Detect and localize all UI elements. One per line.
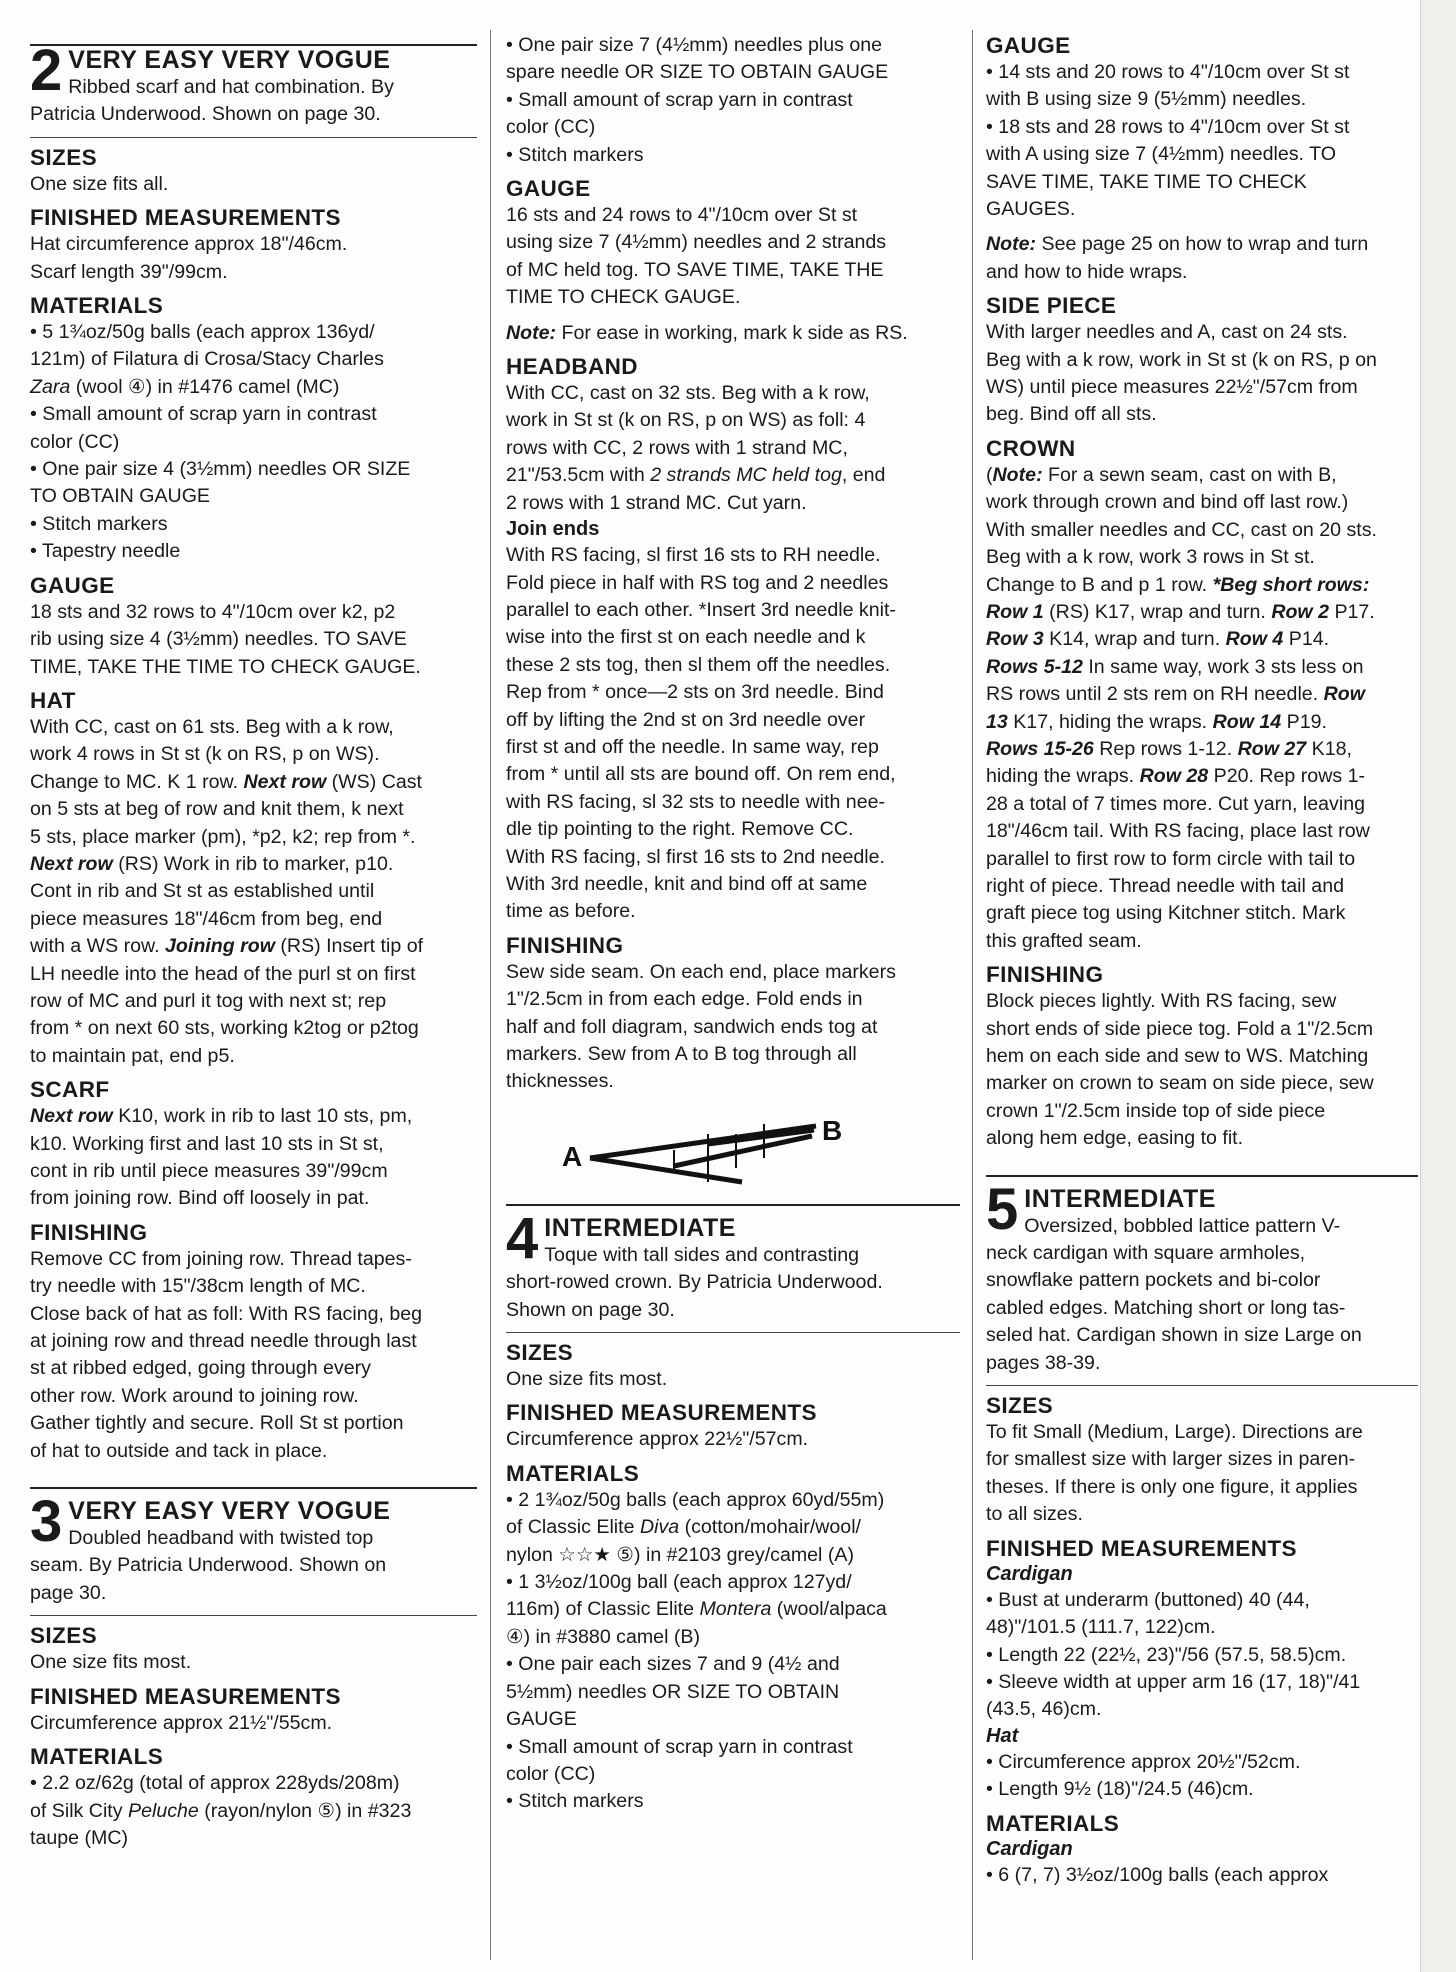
- body-line: [30, 851, 477, 878]
- body-line: One size fits all.: [30, 172, 169, 195]
- body-line: • 2 1¾oz/50g balls (each approx 60yd/55m): [506, 1488, 885, 1511]
- body-line: [986, 599, 1418, 626]
- pattern-4-header: [506, 1204, 960, 1324]
- body-line: [506, 462, 960, 489]
- body-line: right of piece. Thread needle with tail and: [986, 874, 1344, 897]
- yarn-name: Zara: [30, 375, 71, 398]
- body-line: marker on crown to seam on side piece, sew: [986, 1072, 1374, 1095]
- text-run: Rep rows 1-12.: [1093, 737, 1238, 760]
- body-line: With CC, cast on 61 sts. Beg with a k row,: [30, 715, 394, 738]
- body-line: 2 rows with 1 strand MC. Cut yarn.: [506, 491, 807, 514]
- body-line: from * until all sts are bound off. On rem end,: [506, 763, 896, 786]
- body-line: these 2 sts tog, then sl them off the needles.: [506, 653, 891, 676]
- page-gutter-edge: [1420, 0, 1456, 1972]
- section-heading: FINISHED MEASUREMENTS: [30, 205, 341, 231]
- section-heading: SIZES: [30, 1623, 98, 1649]
- divider: [506, 1332, 960, 1333]
- body-line: TIME, TAKE THE TIME TO CHECK GAUGE.: [30, 655, 421, 678]
- section-heading: GAUGE: [986, 33, 1071, 58]
- body-line: 48)"/101.5 (111.7, 122)cm.: [986, 1616, 1216, 1639]
- text-run: 116m) of Classic Elite: [506, 1598, 700, 1621]
- pattern-intro-line: seam. By Patricia Underwood. Shown on: [30, 1554, 387, 1577]
- body-line: • Stitch markers: [506, 143, 644, 166]
- pattern-intro-line: short-rowed crown. By Patricia Underwood.: [506, 1271, 883, 1294]
- body-line: • Small amount of scrap yarn in contrast: [506, 1735, 853, 1758]
- body-line: taupe (MC): [30, 1826, 128, 1849]
- text-run: For ease in working, mark k side as RS.: [556, 321, 908, 344]
- text-run: (rayon/nylon ⑤) in #323: [198, 1799, 412, 1822]
- text-run: (RS) Insert tip of: [274, 935, 424, 958]
- text-run: P14.: [1283, 628, 1330, 651]
- body-line: Circumference approx 22½"/57cm.: [506, 1428, 809, 1451]
- section-heading: SIZES: [30, 144, 98, 170]
- text-run: (wool ④) in #1476 camel (MC): [70, 375, 340, 398]
- body-line: Sew side seam. On each end, place markers: [506, 960, 896, 983]
- body-line: • Tapestry needle: [30, 540, 181, 563]
- pattern-level: INTERMEDIATE: [544, 1213, 736, 1242]
- row-label: Row 4: [1225, 628, 1284, 651]
- text-run: P19.: [1281, 710, 1327, 733]
- body-line: Fold piece in half with RS tog and 2 needles: [506, 571, 889, 594]
- row-label: Row 2: [1271, 600, 1330, 623]
- body-line: 16 sts and 24 rows to 4"/10cm over St st: [506, 204, 858, 227]
- diagram-line: [590, 1158, 742, 1182]
- row-label: Row 1: [986, 600, 1044, 623]
- divider: [986, 1385, 1418, 1386]
- text-run: For a sewn seam, cast on with B,: [1042, 463, 1337, 486]
- body-line: time as before.: [506, 900, 636, 923]
- body-line: • 2.2 oz/62g (total of approx 228yds/208m): [30, 1772, 400, 1795]
- body-line: [986, 572, 1418, 599]
- body-line: cont in rib until piece measures 39"/99cm: [30, 1160, 388, 1182]
- body-line: With 3rd needle, knit and bind off at same: [506, 872, 868, 895]
- pattern-level: INTERMEDIATE: [1024, 1184, 1216, 1213]
- body-line: work in St st (k on RS, p on WS) as foll: 4: [506, 409, 866, 432]
- body-line: • Small amount of scrap yarn in contrast: [30, 403, 377, 426]
- body-line: on 5 sts at beg of row and knit them, k next: [30, 798, 404, 821]
- text-run: (: [986, 463, 993, 486]
- body-line: graft piece tog using Kitchner stitch. Mark: [986, 902, 1346, 925]
- body-line: with B using size 9 (5½mm) needles.: [986, 88, 1307, 111]
- pattern-intro-line: Oversized, bobbled lattice pattern V-: [1024, 1214, 1341, 1237]
- divider: [30, 137, 477, 138]
- pattern-intro-line: page 30.: [30, 1581, 107, 1604]
- body-line: GAUGE: [506, 1708, 577, 1731]
- subheading: Join ends: [506, 518, 600, 541]
- body-line: Beg with a k row, work in St st (k on RS, p on: [986, 348, 1377, 371]
- body-line: TO OBTAIN GAUGE: [30, 485, 210, 508]
- diagram-label-a: A: [562, 1140, 583, 1172]
- body-line: dle tip pointing to the right. Remove CC.: [506, 818, 854, 841]
- body-line: • Bust at underarm (buttoned) 40 (44,: [986, 1588, 1310, 1611]
- note-label: Note:: [986, 233, 1037, 256]
- row-label: Row 27: [1237, 737, 1307, 760]
- body-line: • 1 3½oz/100g ball (each approx 127yd/: [506, 1571, 852, 1594]
- pattern-number: 2: [30, 38, 63, 103]
- body-line: Gather tightly and secure. Roll St st portion: [30, 1412, 404, 1435]
- yarn-name: Peluche: [128, 1799, 199, 1822]
- body-line: with RS facing, sl 32 sts to needle with nee-: [506, 790, 886, 813]
- body-line: • 6 (7, 7) 3½oz/100g balls (each approx: [986, 1863, 1329, 1886]
- section-heading: FINISHING: [986, 962, 1104, 988]
- fold-diagram: [554, 1110, 874, 1190]
- body-line: 18 sts and 32 rows to 4"/10cm over k2, p2: [30, 600, 396, 623]
- row-label: Next row: [30, 852, 113, 875]
- text-run: RS rows until 2 sts rem on RH needle.: [986, 683, 1324, 706]
- column-3: [986, 32, 1418, 1889]
- body-line: and how to hide wraps.: [986, 260, 1188, 283]
- body-line: work through crown and bind off last row.): [986, 491, 1349, 514]
- body-line: Block pieces lightly. With RS facing, sew: [986, 990, 1337, 1013]
- body-line: Cont in rib and St st as established until: [30, 880, 375, 903]
- body-line: color (CC): [506, 1762, 596, 1785]
- body-line: rows with CC, 2 rows with 1 strand MC,: [506, 436, 848, 459]
- pattern-intro-line: snowflake pattern pockets and bi-color: [986, 1269, 1321, 1292]
- pattern-intro-line: Ribbed scarf and hat combination. By: [68, 76, 394, 98]
- body-line: at joining row and thread needle through last: [30, 1330, 417, 1353]
- body-line: [986, 462, 1418, 489]
- text-run: (wool/alpaca: [771, 1598, 887, 1621]
- body-line: first st and off the needle. In same way, rep: [506, 735, 879, 758]
- section-heading: MATERIALS: [30, 293, 164, 319]
- text-run: P17.: [1329, 600, 1375, 623]
- body-line: [986, 736, 1418, 763]
- body-line: [30, 933, 477, 960]
- body-line: rib using size 4 (3½mm) needles. TO SAVE: [30, 628, 407, 651]
- row-label: 13: [986, 710, 1008, 733]
- body-line: To fit Small (Medium, Large). Directions are: [986, 1421, 1363, 1444]
- text-run-italic: 2 strands MC held tog: [650, 464, 842, 487]
- body-line: Hat circumference approx 18"/46cm.: [30, 233, 348, 256]
- row-label: Rows 15-26: [986, 737, 1094, 760]
- pattern-2-header: [30, 38, 477, 129]
- body-line: k10. Working first and last 10 sts in St st,: [30, 1132, 384, 1155]
- note-label: Note:: [992, 463, 1043, 486]
- section-heading: SIZES: [506, 1340, 574, 1366]
- section-heading: FINISHING: [30, 1219, 148, 1245]
- body-line: st at ribbed edged, going through every: [30, 1357, 371, 1380]
- body-line: nylon ☆☆★ ⑤) in #2103 grey/camel (A): [506, 1543, 854, 1566]
- pattern-number: 4: [506, 1205, 539, 1271]
- column-1: [30, 32, 477, 1852]
- body-line: Beg with a k row, work 3 rows in St st.: [986, 546, 1315, 569]
- body-line: • Sleeve width at upper arm 16 (17, 18)"/41: [986, 1670, 1361, 1693]
- text-run: (RS) Work in rib to marker, p10.: [112, 852, 394, 875]
- row-label: Next row: [243, 770, 327, 793]
- body-line: 28 a total of 7 times more. Cut yarn, leaving: [986, 792, 1365, 815]
- body-line: 5½mm) needles OR SIZE TO OBTAIN: [506, 1680, 840, 1703]
- body-line: wise into the first st on each needle and k: [506, 626, 866, 649]
- body-line: parallel to each other. *Insert 3rd needle knit-: [506, 598, 896, 621]
- body-line: • Small amount of scrap yarn in contrast: [506, 88, 853, 111]
- yarn-name: Diva: [639, 1516, 680, 1539]
- body-line: • 14 sts and 20 rows to 4"/10cm over St st: [986, 61, 1350, 83]
- body-line: • One pair size 4 (3½mm) needles OR SIZE: [30, 458, 411, 481]
- body-line: [30, 1103, 477, 1130]
- text-run: K14, wrap and turn.: [1043, 628, 1226, 651]
- body-line: half and foll diagram, sandwich ends tog at: [506, 1015, 878, 1038]
- spacer: [506, 312, 960, 320]
- body-line: [986, 654, 1418, 681]
- body-line: (43.5, 46)cm.: [986, 1698, 1102, 1721]
- body-line: try needle with 15"/38cm length of MC.: [30, 1275, 366, 1298]
- row-label: Rows 5-12: [986, 655, 1083, 678]
- body-line: • One pair each sizes 7 and 9 (4½ and: [506, 1653, 840, 1676]
- row-label: Next row: [30, 1105, 113, 1128]
- body-line: Remove CC from joining row. Thread tapes-: [30, 1247, 412, 1270]
- body-line: • 18 sts and 28 rows to 4"/10cm over St st: [986, 115, 1350, 138]
- column-rule: [972, 30, 973, 1960]
- body-line: beg. Bind off all sts.: [986, 403, 1157, 426]
- section-heading: MATERIALS: [986, 1810, 1120, 1836]
- pattern-intro-line: seled hat. Cardigan shown in size Large on: [986, 1324, 1362, 1347]
- body-line: from joining row. Bind off loosely in pat.: [30, 1187, 370, 1210]
- section-heading: FINISHING: [506, 932, 624, 958]
- pattern-intro-line: Toque with tall sides and contrasting: [544, 1243, 860, 1266]
- body-line: LH needle into the head of the purl st on first: [30, 962, 416, 985]
- section-heading: FINISHED MEASUREMENTS: [30, 1683, 341, 1709]
- body-line: short ends of side piece tog. Fold a 1"/2.5cm: [986, 1017, 1374, 1040]
- body-line: theses. If there is only one figure, it applies: [986, 1475, 1358, 1498]
- row-label: Row 14: [1212, 710, 1282, 733]
- section-heading: MATERIALS: [506, 1460, 640, 1486]
- column-rule: [490, 30, 491, 1960]
- body-line: thicknesses.: [506, 1070, 614, 1093]
- body-line: TIME TO CHECK GAUGE.: [506, 286, 741, 309]
- body-line: parallel to first row to form circle with tail to: [986, 847, 1356, 870]
- body-line: Scarf length 39"/99cm.: [30, 260, 228, 283]
- text-run: K18,: [1306, 737, 1352, 760]
- row-label: Row 28: [1139, 765, 1209, 788]
- body-line: [30, 1798, 477, 1825]
- body-line: [986, 681, 1418, 708]
- body-line: • Circumference approx 20½"/52cm.: [986, 1750, 1301, 1773]
- text-run: Change to MC. K 1 row.: [30, 770, 244, 793]
- section-heading: HAT: [30, 687, 76, 713]
- text-run: See page 25 on how to wrap and turn: [1036, 233, 1369, 256]
- section-heading: MATERIALS: [30, 1744, 164, 1770]
- body-line: Circumference approx 21½"/55cm.: [30, 1711, 333, 1734]
- body-line: color (CC): [506, 116, 596, 139]
- body-line: • 5 1¾oz/50g balls (each approx 136yd/: [30, 321, 375, 344]
- pattern-number: 3: [30, 1489, 63, 1555]
- section-heading: SIZES: [986, 1393, 1054, 1419]
- text-run: Change to B and p 1 row.: [986, 573, 1213, 596]
- text-run: In same way, work 3 sts less on: [1082, 655, 1364, 678]
- body-line: [986, 763, 1418, 790]
- text-run: 21"/53.5cm with: [506, 464, 651, 487]
- body-line: ④) in #3880 camel (B): [506, 1625, 700, 1648]
- note-label: Note:: [506, 321, 557, 344]
- body-line: [986, 626, 1418, 653]
- text-run: K17, hiding the wraps.: [1007, 710, 1213, 733]
- body-line: [986, 709, 1418, 736]
- body-line: 18"/46cm tail. With RS facing, place last row: [986, 820, 1370, 843]
- body-line: hem on each side and sew to WS. Matching: [986, 1045, 1369, 1067]
- diagram-label-b: B: [822, 1114, 843, 1146]
- body-line: with A using size 7 (4½mm) needles. TO: [986, 143, 1336, 166]
- body-line: Close back of hat as foll: With RS facing, beg: [30, 1302, 423, 1325]
- row-label: Joining row: [165, 935, 275, 958]
- pattern-level: VERY EASY VERY VOGUE: [68, 46, 391, 74]
- body-line: to maintain pat, end p5.: [30, 1044, 235, 1067]
- section-heading: FINISHED MEASUREMENTS: [506, 1400, 817, 1426]
- section-heading: HEADBAND: [506, 354, 638, 380]
- body-line: crown 1"/2.5cm inside top of side piece: [986, 1099, 1326, 1122]
- text-run: with a WS row.: [30, 935, 166, 958]
- yarn-name: Montera: [699, 1598, 772, 1621]
- body-line: for smallest size with larger sizes in paren-: [986, 1448, 1356, 1471]
- body-line: • One pair size 7 (4½mm) needles plus one: [506, 34, 883, 56]
- row-label: *Beg short rows:: [1212, 573, 1370, 596]
- section-heading: FINISHED MEASUREMENTS: [986, 1535, 1297, 1561]
- divider: [30, 1615, 477, 1616]
- body-line: off by lifting the 2nd st on 3rd needle over: [506, 708, 866, 731]
- text-run: K10, work in rib to last 10 sts, pm,: [112, 1105, 413, 1128]
- pattern-intro-line: cabled edges. Matching short or long tas-: [986, 1296, 1346, 1319]
- body-line: With larger needles and A, cast on 24 sts.: [986, 321, 1348, 344]
- pattern-3-header: [30, 1487, 477, 1607]
- text-run: (RS) K17, wrap and turn.: [1043, 600, 1272, 623]
- body-line: markers. Sew from A to B tog through all: [506, 1043, 857, 1065]
- row-label: Row 3: [986, 628, 1044, 651]
- row-label: Row: [1323, 683, 1365, 706]
- spacer: [986, 223, 1418, 231]
- body-line: With RS facing, sl first 16 sts to RH needle.: [506, 544, 881, 567]
- body-line: [30, 769, 477, 796]
- body-line: SAVE TIME, TAKE TIME TO CHECK: [986, 170, 1307, 193]
- section-heading: SIDE PIECE: [986, 293, 1117, 319]
- body-line: [506, 1596, 960, 1623]
- body-line: work 4 rows in St st (k on RS, p on WS).: [30, 743, 380, 766]
- column-2: [506, 32, 960, 1816]
- body-line: • Stitch markers: [506, 1790, 644, 1813]
- body-line: • Length 9½ (18)"/24.5 (46)cm.: [986, 1778, 1254, 1801]
- note-line: [506, 320, 960, 347]
- pattern-level: VERY EASY VERY VOGUE: [68, 1497, 391, 1526]
- text-run: P20. Rep rows 1-: [1208, 765, 1366, 788]
- body-line: One size fits most.: [30, 1651, 192, 1674]
- body-line: • Stitch markers: [30, 512, 168, 535]
- body-line: [506, 1514, 960, 1541]
- body-line: GAUGES.: [986, 198, 1076, 221]
- pattern-intro-line: Shown on page 30.: [506, 1298, 675, 1321]
- section-heading: GAUGE: [30, 572, 115, 598]
- note-line: [986, 231, 1418, 258]
- body-line: piece measures 18"/46cm from beg, end: [30, 907, 383, 930]
- text-run: hiding the wraps.: [986, 765, 1140, 788]
- pattern-intro-line: Patricia Underwood. Shown on page 30.: [30, 103, 381, 126]
- subheading: Hat: [986, 1724, 1019, 1747]
- section-heading: CROWN: [986, 435, 1076, 461]
- body-line: With CC, cast on 32 sts. Beg with a k row,: [506, 382, 870, 405]
- text-run: , end: [841, 464, 886, 487]
- pattern-intro-line: Doubled headband with twisted top: [68, 1527, 374, 1550]
- body-line: 121m) of Filatura di Crosa/Stacy Charles: [30, 348, 384, 371]
- body-line: from * on next 60 sts, working k2tog or p2tog: [30, 1017, 419, 1040]
- section-heading: SCARF: [30, 1077, 110, 1103]
- body-line: Rep from * once—2 sts on 3rd needle. Bind: [506, 681, 884, 704]
- text-run: (cotton/mohair/wool/: [679, 1516, 862, 1539]
- body-line: to all sizes.: [986, 1503, 1083, 1526]
- body-line: color (CC): [30, 430, 120, 453]
- body-line: With RS facing, sl first 16 sts to 2nd needle.: [506, 845, 885, 868]
- body-line: WS) until piece measures 22½"/57cm from: [986, 376, 1358, 399]
- pattern-number: 5: [986, 1176, 1019, 1242]
- body-line: [30, 374, 477, 401]
- subheading: Cardigan: [986, 1562, 1073, 1585]
- pattern-5-header: [986, 1175, 1418, 1377]
- body-line: 1"/2.5cm in from each edge. Fold ends in: [506, 988, 863, 1011]
- body-line: One size fits most.: [506, 1368, 668, 1391]
- body-line: along hem edge, easing to fit.: [986, 1127, 1244, 1150]
- text-run: (WS) Cast: [326, 770, 423, 793]
- body-line: of hat to outside and tack in place.: [30, 1439, 328, 1462]
- body-line: • Length 22 (22½, 23)"/56 (57.5, 58.5)cm.: [986, 1643, 1347, 1666]
- body-line: With smaller needles and CC, cast on 20 sts.: [986, 518, 1377, 541]
- body-line: 5 sts, place marker (pm), *p2, k2; rep from *.: [30, 825, 416, 848]
- body-line: spare needle OR SIZE TO OBTAIN GAUGE: [506, 61, 889, 84]
- body-line: this grafted seam.: [986, 929, 1142, 952]
- text-run: of Classic Elite: [506, 1516, 640, 1539]
- pattern-intro-line: pages 38-39.: [986, 1351, 1101, 1374]
- body-line: of MC held tog. TO SAVE TIME, TAKE THE: [506, 258, 884, 281]
- body-line: other row. Work around to joining row.: [30, 1384, 359, 1407]
- body-line: using size 7 (4½mm) needles and 2 strands: [506, 231, 887, 254]
- text-run: of Silk City: [30, 1799, 128, 1822]
- section-heading: GAUGE: [506, 176, 591, 202]
- pattern-intro-line: neck cardigan with square armholes,: [986, 1242, 1306, 1265]
- body-line: row of MC and purl it tog with next st; rep: [30, 989, 387, 1012]
- subheading: Cardigan: [986, 1837, 1073, 1860]
